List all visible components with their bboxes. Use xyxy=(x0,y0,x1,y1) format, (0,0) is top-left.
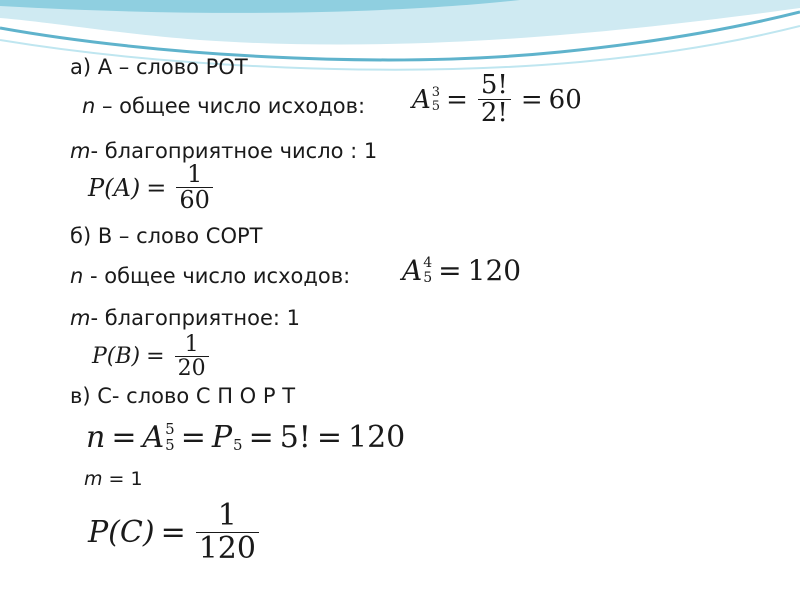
equals-sign: = xyxy=(180,420,206,455)
fraction-numerator: 1 xyxy=(217,498,237,533)
section-a-heading: а) А – слово РОТ xyxy=(70,55,248,79)
section-c-probability-formula xyxy=(88,500,263,564)
m-description: = 1 xyxy=(102,468,143,490)
arrangement-indices xyxy=(165,419,175,454)
probability-lhs: P(A) xyxy=(88,173,141,202)
section-a-arrangement-formula xyxy=(412,72,582,128)
arrangement-superscript: 4 xyxy=(423,254,433,271)
arrangement-superscript: 5 xyxy=(165,419,175,438)
section-b-n-label xyxy=(70,266,350,287)
equals-sign: = xyxy=(146,173,167,202)
formula-result: 60 xyxy=(548,84,582,115)
arrangement-subscript: 5 xyxy=(165,435,175,454)
m-description: - благоприятное: 1 xyxy=(90,306,301,330)
equals-sign: = xyxy=(146,344,165,370)
fraction-denominator: 120 xyxy=(198,530,256,566)
n-description: - общее число исходов: xyxy=(83,264,351,288)
section-a-probability-formula xyxy=(88,162,217,213)
section-a-n-label xyxy=(82,96,365,117)
formula-result: 120 xyxy=(348,420,406,455)
fraction-denominator: 20 xyxy=(177,356,206,382)
arrangement-superscript: 3 xyxy=(431,85,441,101)
equals-sign: = xyxy=(160,514,186,550)
m-variable: m xyxy=(70,139,91,163)
section-a-m-label xyxy=(70,141,377,162)
n-variable: n xyxy=(70,264,84,288)
equals-sign: = xyxy=(446,84,468,115)
section-c-arrangement-formula xyxy=(86,420,405,455)
arrangement-symbol: A xyxy=(412,84,431,115)
permutation-indices xyxy=(233,422,243,454)
m-variable: m xyxy=(84,468,103,490)
n-symbol: n xyxy=(86,420,106,455)
arrangement-indices xyxy=(423,256,432,285)
fraction-denominator: 60 xyxy=(179,186,210,215)
equals-sign: = xyxy=(111,420,137,455)
permutation-subscript: 5 xyxy=(233,435,243,454)
arrangement-symbol: A xyxy=(402,254,423,287)
probability-fraction xyxy=(196,500,259,564)
section-c-heading: в) С- слово С П О Р Т xyxy=(70,384,296,408)
fraction-numerator: 1 xyxy=(186,160,203,188)
section-b-arrangement-formula xyxy=(402,254,521,287)
permutation-symbol: P xyxy=(211,420,233,455)
arrangement-subscript: 5 xyxy=(431,98,441,114)
formula-result: 120 xyxy=(467,254,522,287)
factorial-fraction xyxy=(478,72,511,128)
equals-sign: = xyxy=(520,84,543,115)
section-b-heading: б) В – слово СОРТ xyxy=(70,224,263,248)
n-variable: n xyxy=(82,94,96,118)
fraction-numerator: 1 xyxy=(184,332,199,357)
factorial-value: 5! xyxy=(279,420,311,455)
fraction-denominator: 2! xyxy=(480,98,508,129)
equals-sign: = xyxy=(316,420,342,455)
probability-lhs: P(B) xyxy=(92,344,141,370)
fraction-numerator: 5! xyxy=(480,70,508,100)
section-b-probability-formula xyxy=(92,333,213,380)
arrangement-symbol: A xyxy=(142,420,165,455)
equals-sign: = xyxy=(438,254,462,287)
equals-sign: = xyxy=(248,420,274,455)
probability-lhs: P(C) xyxy=(88,514,155,550)
section-b-m-label xyxy=(70,308,300,329)
probability-fraction xyxy=(176,162,213,213)
section-c-m-label xyxy=(84,470,143,489)
arrangement-subscript: 5 xyxy=(423,269,433,286)
m-description: - благоприятное число : 1 xyxy=(90,139,378,163)
arrangement-indices xyxy=(432,86,440,113)
n-description: – общее число исходов: xyxy=(95,94,366,118)
probability-fraction xyxy=(175,333,209,380)
m-variable: m xyxy=(70,306,91,330)
